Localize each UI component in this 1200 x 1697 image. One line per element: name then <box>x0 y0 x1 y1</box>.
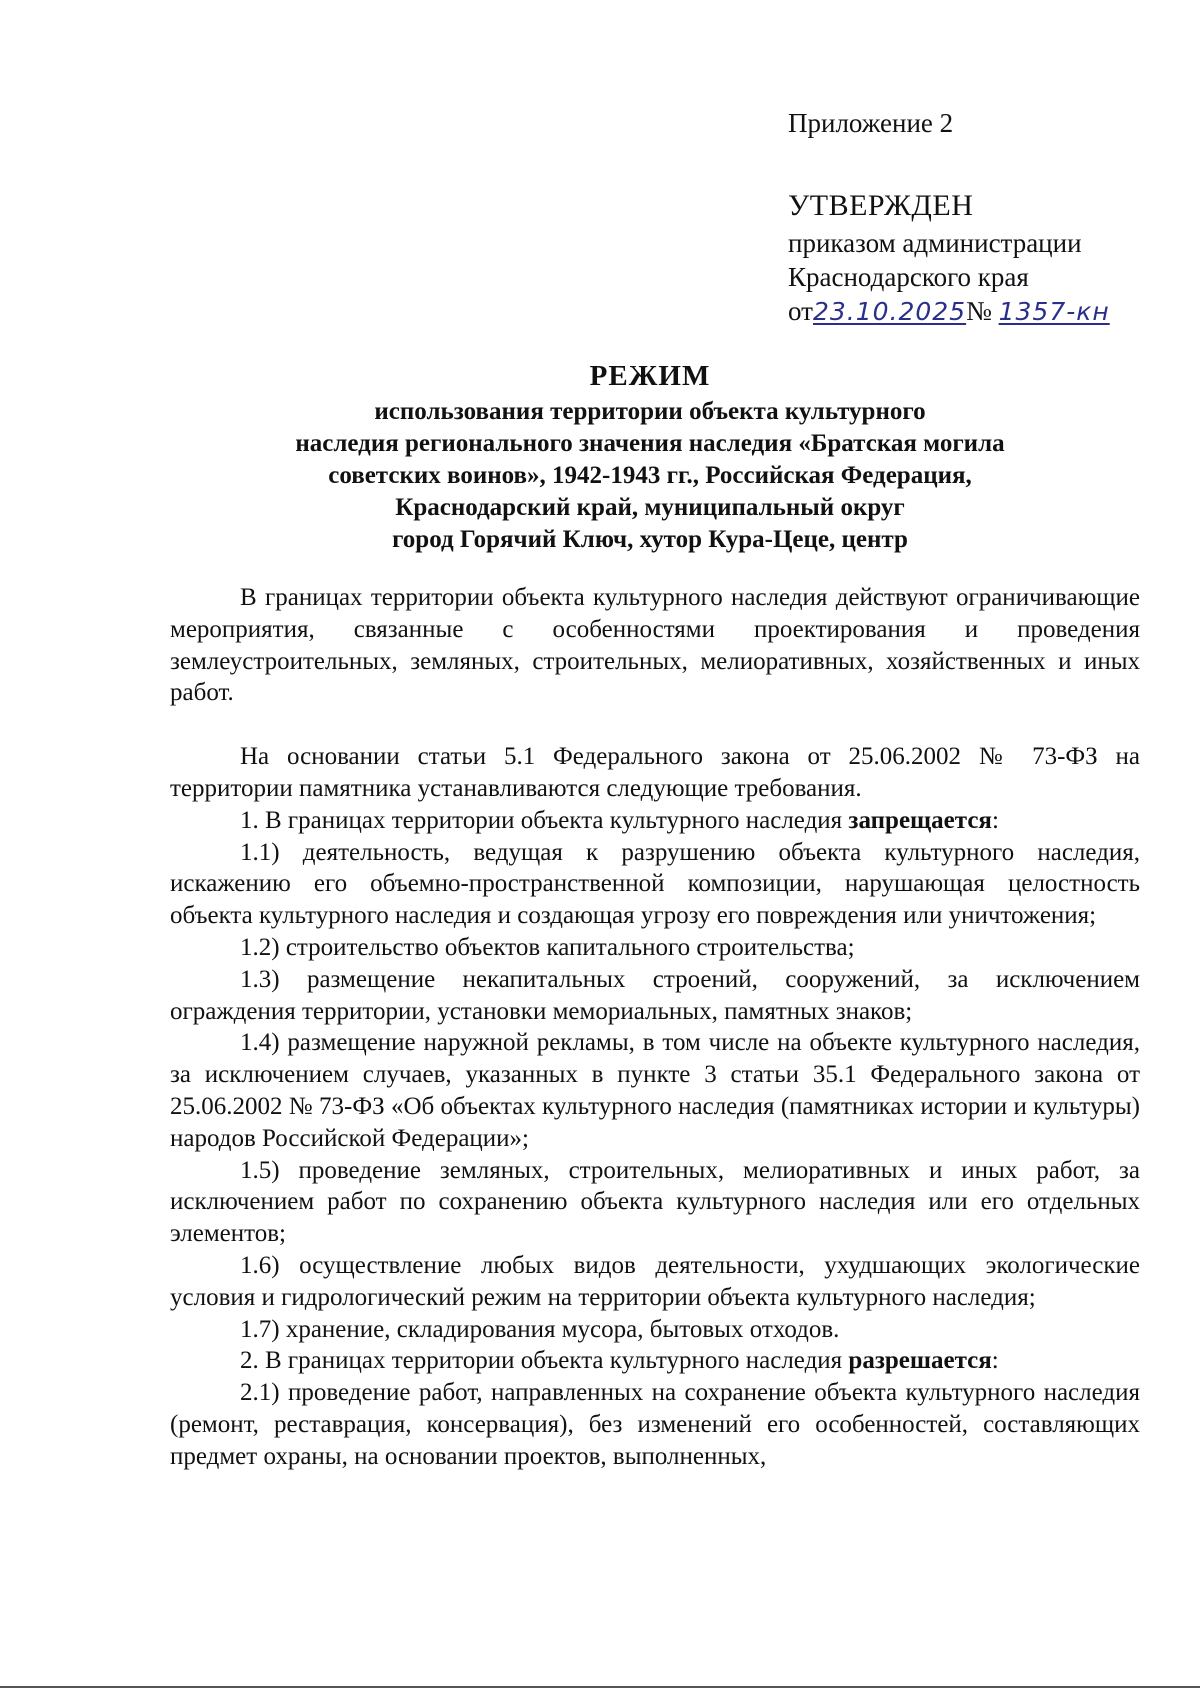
order-number-sign: № <box>966 296 992 326</box>
scan-bottom-edge <box>0 1686 1200 1688</box>
approved-stamp-label: УТВЕРЖДЕН <box>788 189 974 222</box>
document-body <box>170 582 1140 1473</box>
section-2-text: 2. В границах территории объекта культурного наследия <box>240 1347 849 1375</box>
section-2-colon: : <box>991 1347 999 1375</box>
document-title <box>160 356 1140 556</box>
list-item: 1.5) проведение земляных, строительных, мелиоративных и иных работ, за исключением работ по сохранению объекта культурного наследия или его отдельных элементов; <box>170 1156 1140 1248</box>
section-1-keyword: запрещается <box>848 806 992 834</box>
list-item: 1.3) размещение некапитальных строений, сооружений, за исключением ограждения территории, установки мемориальных, памятных знаков; <box>170 965 1140 1025</box>
appendix-label: Приложение 2 <box>788 108 954 138</box>
order-date-number-line <box>788 294 1168 329</box>
title-line: использования территории объекта культурного <box>374 398 926 425</box>
handwritten-order-date: 23.10.2025 <box>812 297 967 326</box>
section-2-keyword: разрешается <box>848 1347 992 1375</box>
title-main: РЕЖИМ <box>589 360 711 392</box>
title-line: наследия регионального значения наследия «Братская могила <box>295 430 1005 457</box>
basis-paragraph: На основании статьи 5.1 Федерального закона от 25.06.2002 № 73-ФЗ на территории памятника устанавливаются следующие требования. <box>170 743 1140 802</box>
list-item: 2.1) проведение работ, направленных на сохранение объекта культурного наследия (ремонт, реставрация, консервация), без изменений его особенностей, составляющих предмет охраны, на основании проектов, выполненных, <box>170 1379 1140 1470</box>
approval-block <box>788 106 1168 329</box>
title-line: советских воинов», 1942-1943 гг., Российская Федерация, <box>328 462 972 489</box>
section-2-heading <box>170 1345 1140 1377</box>
section-1-text: 1. В границах территории объекта культурного наследия <box>240 806 849 834</box>
intro-paragraph: В границах территории объекта культурного наследия действуют ограничивающие мероприятия, связанные с особенностями проектирования и проведения землеустроительных, земляных, строительных, мелиоративных, хозяйственных и иных работ. <box>170 584 1140 707</box>
section-1-heading <box>170 805 1140 837</box>
title-line: город Горячий Ключ, хутор Кура-Цеце, центр <box>392 526 908 553</box>
order-from-prefix: от <box>788 296 813 326</box>
list-item: 1.7) хранение, складирования мусора, бытовых отходов. <box>240 1315 840 1343</box>
list-item: 1.4) размещение наружной рекламы, в том числе на объекте культурного наследия, за исключением случаев, указанных в пункте 3 статьи 35.1 Федерального закона от 25.06.2002 № 73-ФЗ «Об объектах культурного наследия (памятниках истории и культуры) народов Российской Федерации»; <box>170 1029 1140 1152</box>
section-1-colon: : <box>991 806 999 834</box>
list-item: 1.6) осуществление любых видов деятельности, ухудшающих экологические условия и гидрологический режим на территории объекта культурного наследия; <box>170 1251 1140 1311</box>
handwritten-order-number: 1357-кн <box>998 297 1110 326</box>
approved-region: Краснодарского края <box>788 262 1029 292</box>
approved-by-order: приказом администрации <box>788 228 1082 258</box>
title-line: Краснодарский край, муниципальный округ <box>395 494 905 521</box>
list-item: 1.2) строительство объектов капитального строительства; <box>240 933 855 961</box>
list-item: 1.1) деятельность, ведущая к разрушению объекта культурного наследия, искажению его объемно-пространственной композиции, нарушающая целостность объекта культурного наследия и создающая угрозу его повреждения или уничтожения; <box>170 838 1140 930</box>
